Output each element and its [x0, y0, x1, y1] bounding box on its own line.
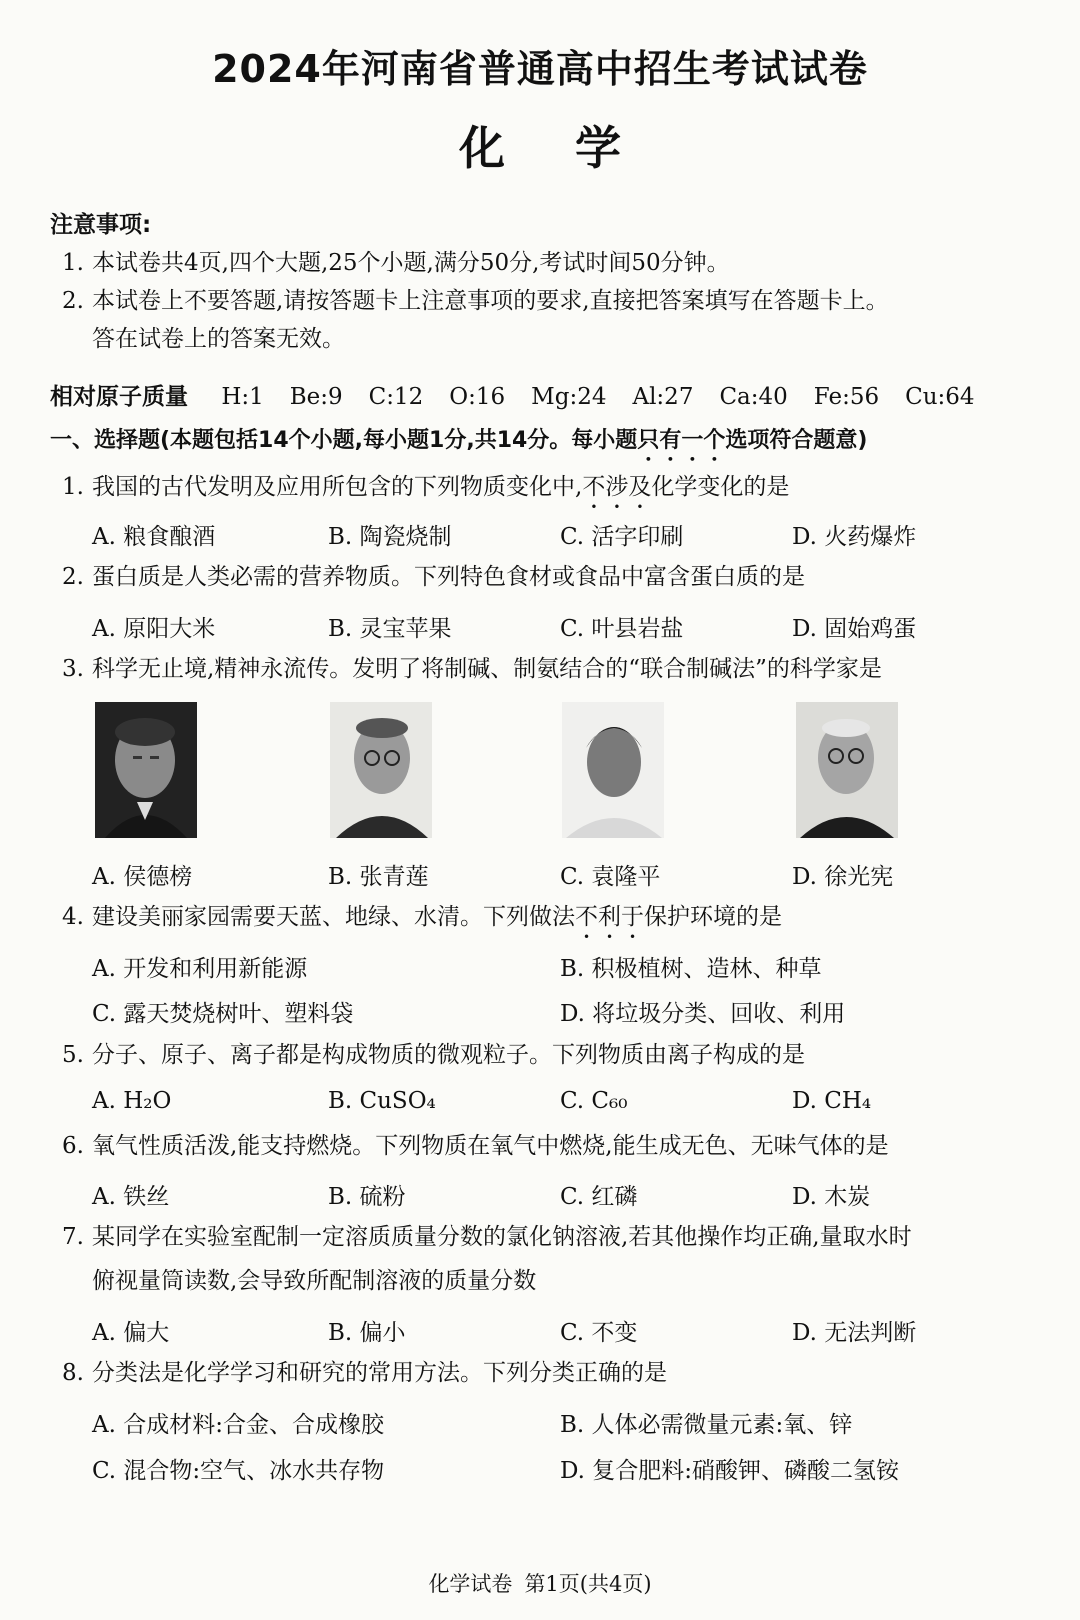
option: C. C₆₀: [560, 1088, 628, 1114]
option: D. 复合肥料:硝酸钾、磷酸二氢铵: [560, 1458, 899, 1484]
option: A. 开发和利用新能源: [92, 956, 308, 982]
option: B. CuSO₄: [328, 1088, 436, 1114]
question-3: 3. 科学无止境,精神永流传。发明了将制碱、制氨结合的“联合制碱法”的科学家是: [62, 656, 882, 682]
question-5: 5. 分子、原子、离子都是构成物质的微观粒子。下列物质由离子构成的是: [62, 1042, 805, 1068]
portrait-photo-a: [95, 702, 197, 838]
question-2: 2. 蛋白质是人类必需的营养物质。下列特色食材或食品中富含蛋白质的是: [62, 564, 805, 590]
option: B. 张青莲: [328, 864, 429, 890]
notice-heading: 注意事项:: [50, 212, 152, 238]
option: B. 硫粉: [328, 1184, 406, 1210]
option: A. 合成材料:合金、合成橡胶: [92, 1412, 384, 1438]
option: B. 灵宝苹果: [328, 616, 452, 642]
exam-title: 2024年河南省普通高中招生考试试卷: [212, 47, 868, 91]
question-6: 6. 氧气性质活泼,能支持燃烧。下列物质在氧气中燃烧,能生成无色、无味气体的是: [62, 1133, 889, 1159]
option: C. 红磷: [560, 1184, 638, 1210]
option: A. 铁丝: [92, 1184, 170, 1210]
atomic-masses: 相对原子质量 H:1 Be:9 C:12 O:16 Mg:24 Al:27 Ca:40 Fe:56 Cu:64: [50, 384, 975, 410]
notice-item: 2. 本试卷上不要答题,请按答题卡上注意事项的要求,直接把答案填写在答题卡上。: [62, 288, 889, 314]
option: D. 将垃圾分类、回收、利用: [560, 1001, 846, 1027]
option: D. 无法判断: [792, 1320, 917, 1346]
option: D. 木炭: [792, 1184, 871, 1210]
option: A. 侯德榜: [92, 864, 193, 890]
question-4: 4. 建设美丽家园需要天蓝、地绿、水清。下列做法不利于保护环境的是: [62, 904, 782, 930]
option: B. 积极植树、造林、种草: [560, 956, 822, 982]
question-8: 8. 分类法是化学学习和研究的常用方法。下列分类正确的是: [62, 1360, 667, 1386]
option: D. CH₄: [792, 1088, 872, 1114]
option: A. 原阳大米: [92, 616, 216, 642]
option: A. 粮食酿酒: [92, 524, 216, 550]
option: C. 叶县岩盐: [560, 616, 684, 642]
page-footer: 化学试卷 第1页(共4页): [428, 1572, 652, 1596]
option: C. 混合物:空气、冰水共存物: [92, 1458, 385, 1484]
option: C. 活字印刷: [560, 524, 684, 550]
option: C. 袁隆平: [560, 864, 661, 890]
question-7: 7. 某同学在实验室配制一定溶质质量分数的氯化钠溶液,若其他操作均正确,量取水时: [62, 1224, 912, 1250]
portrait-photo-c: [562, 702, 664, 838]
option: B. 偏小: [328, 1320, 406, 1346]
question-1: 1. 我国的古代发明及应用所包含的下列物质变化中,不涉及化学变化的是: [62, 474, 790, 500]
option: A. H₂O: [92, 1088, 172, 1114]
option: D. 徐光宪: [792, 864, 894, 890]
notice-item: 答在试卷上的答案无效。: [92, 326, 345, 352]
option: C. 不变: [560, 1320, 638, 1346]
section-heading: 一、选择题(本题包括14个小题,每小题1分,共14分。每小题只有一个选项符合题意): [50, 428, 868, 453]
option: B. 人体必需微量元素:氧、锌: [560, 1412, 853, 1438]
option: C. 露天焚烧树叶、塑料袋: [92, 1001, 354, 1027]
notice-item: 1. 本试卷共4页,四个大题,25个小题,满分50分,考试时间50分钟。: [62, 250, 730, 276]
option: B. 陶瓷烧制: [328, 524, 452, 550]
portrait-photo-b: [330, 702, 432, 838]
question-7-continued: 俯视量筒读数,会导致所配制溶液的质量分数: [92, 1268, 537, 1294]
option: A. 偏大: [92, 1320, 170, 1346]
option: D. 固始鸡蛋: [792, 616, 917, 642]
subject-title: 化学: [459, 121, 691, 175]
option: D. 火药爆炸: [792, 524, 917, 550]
portrait-photo-d: [796, 702, 898, 838]
